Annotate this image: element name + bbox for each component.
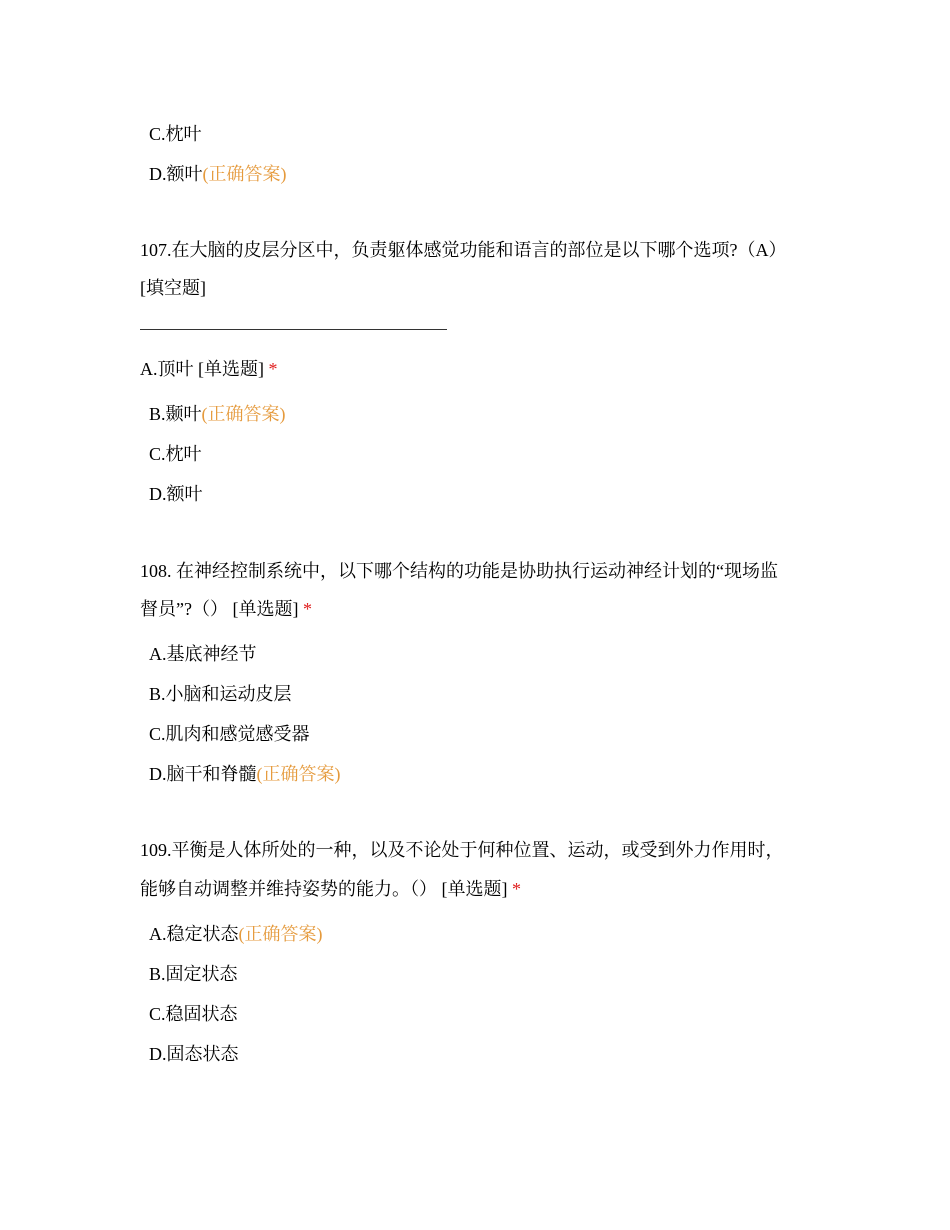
required-star: * (302, 599, 312, 619)
question-107-option-b (149, 402, 286, 426)
correct-answer-mark: (正确答案) (238, 924, 323, 944)
prev-option-d-text: D.额叶 (149, 164, 203, 184)
question-109-title-line2-text: 能够自动调整并维持姿势的能力。（） [单选题] (140, 879, 512, 899)
question-107-option-a (140, 357, 278, 381)
question-108-title-line2-text: 督员”?（） [单选题] (140, 599, 303, 619)
question-108-option-c: C.肌肉和感觉感受器 (149, 724, 310, 744)
fill-in-blank-line[interactable] (140, 329, 447, 330)
question-108-title-line1: 108. 在神经控制系统中，以下哪个结构的功能是协助执行运动神经计划的“现场监 (140, 561, 778, 581)
question-109-option-a (149, 922, 323, 946)
prev-option-c-text: C.枕叶 (149, 124, 202, 144)
question-108-option-d (149, 762, 341, 786)
question-107-option-a-text: A.顶叶 [单选题] (140, 359, 269, 379)
question-107-option-b-text: B.颞叶 (149, 404, 202, 424)
question-108-title-line2 (140, 597, 312, 621)
question-109-option-c: C.稳固状态 (149, 1004, 238, 1024)
correct-answer-mark: (正确答案) (202, 164, 287, 184)
correct-answer-mark: (正确答案) (201, 404, 286, 424)
correct-answer-mark: (正确答案) (256, 764, 341, 784)
question-107-title-line2: [填空题] (140, 278, 206, 298)
question-108-option-b: B.小脑和运动皮层 (149, 684, 292, 704)
question-109-title-line2 (140, 877, 521, 901)
question-109-option-b: B.固定状态 (149, 964, 238, 984)
question-109-title-line1: 109.平衡是人体所处的一种，以及不论处于何种位置、运动，或受到外力作用时， (140, 840, 784, 860)
question-107-title-line1: 107.在大脑的皮层分区中，负责躯体感觉功能和语言的部位是以下哪个选项?（A） (140, 240, 787, 260)
question-108-option-a: A.基底神经节 (149, 644, 257, 664)
prev-option-d (149, 162, 287, 186)
required-star: * (268, 359, 278, 379)
question-108-option-d-text: D.脑干和脊髓 (149, 764, 257, 784)
question-109-option-a-text: A.稳定状态 (149, 924, 239, 944)
required-star: * (512, 879, 521, 899)
question-107-option-d: D.额叶 (149, 484, 203, 504)
prev-option-c (149, 122, 202, 146)
question-107-option-c: C.枕叶 (149, 444, 202, 464)
question-109-option-d: D.固态状态 (149, 1044, 239, 1064)
